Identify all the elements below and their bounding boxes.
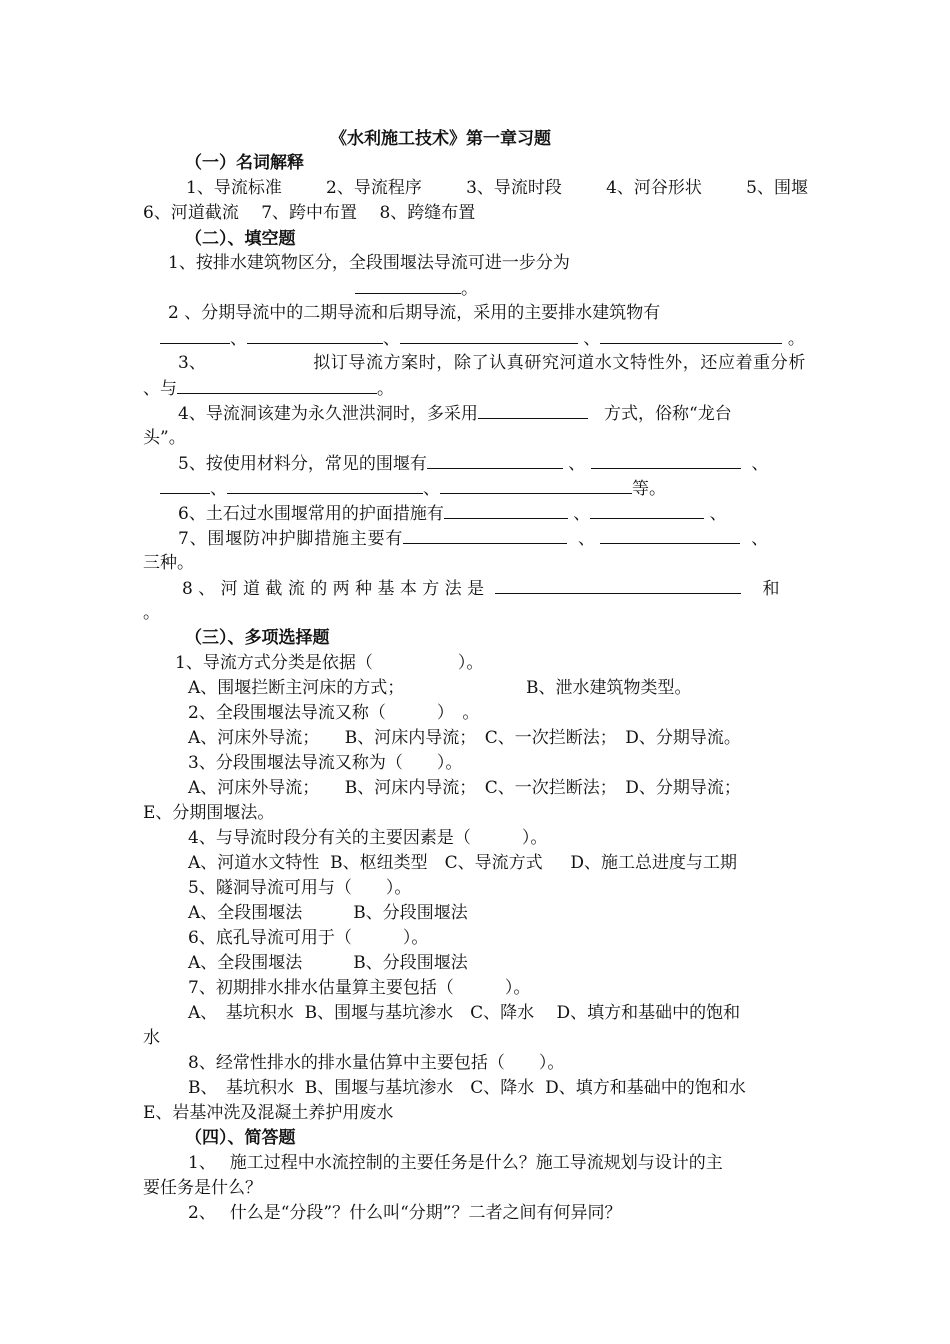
choice-q2-options: A、河床外导流； B、河床内导流； C、一次拦断法； D、分期导流。 [188, 728, 741, 748]
term-item: 3、导流时段 [466, 178, 562, 198]
separator: 、 [383, 329, 400, 349]
choice-q1: 1、导流方式分类是依据（ ）。 [175, 653, 484, 673]
terms-line-1 [186, 176, 808, 200]
answer-blank [600, 526, 740, 544]
separator: 、 [230, 329, 247, 349]
choice-q5: 5、隧洞导流可用与（ ）。 [188, 878, 412, 898]
choice-q3-option-e: E、分期围堰法。 [143, 803, 275, 823]
section-heading-choice: （三）、多项选择题 [185, 628, 330, 648]
fill-q8-and: 和 [762, 579, 780, 599]
terms-line-2: 6、河道截流 7、跨中布置 8、跨缝布置 [143, 203, 476, 223]
fill-q2-blanks [160, 326, 805, 351]
section-heading-terms: （一）名词解释 [185, 153, 304, 173]
fill-q4-line-2: 头”。 [143, 428, 186, 448]
fill-q8-text: 8 、 河 道 截 流 的 两 种 基 本 方 法 是 [182, 579, 485, 599]
answer-blank [160, 326, 230, 344]
short-answer-q1: 1、 施工过程中水流控制的主要任务是什么？施工导流规划与设计的主 [188, 1153, 723, 1173]
answer-blank [444, 501, 568, 519]
term-item: 4、河谷形状 [606, 178, 702, 198]
fill-q6-text: 6、土石过水围堰常用的护面措施有 [178, 504, 444, 524]
fill-q5 [178, 451, 768, 476]
choice-q8-options: B、 基坑积水 B、围堰与基坑渗水 C、降水 D、填方和基础中的饱和水 [188, 1078, 746, 1098]
section-heading-fill: （二）、填空题 [185, 229, 296, 249]
term-item: 1、导流标准 [186, 178, 282, 198]
choice-q7-line-2: 水 [143, 1028, 160, 1048]
fill-q1-blank-line [355, 276, 478, 301]
fill-q4 [178, 401, 732, 426]
fill-q1-end: 。 [461, 279, 478, 299]
answer-blank [478, 401, 588, 419]
choice-q6: 6、底孔导流可用于（ ）。 [188, 928, 429, 948]
fill-q7 [178, 526, 768, 551]
answer-blank [160, 476, 210, 494]
short-answer-q1-line-2: 要任务是什么？ [143, 1178, 262, 1198]
fill-q3-line-2 [143, 376, 394, 401]
fill-q6 [178, 501, 727, 526]
fill-q5-end: 等。 [632, 479, 666, 499]
answer-blank [403, 526, 567, 544]
fill-q2-end: 。 [787, 329, 805, 349]
fill-q1: 1、按排水建筑物区分，全段围堰法导流可进一步分为 [168, 253, 570, 273]
answer-blank [427, 451, 563, 469]
separator: 、 [423, 479, 440, 499]
fill-q5-line-2 [160, 476, 666, 501]
fill-q3 [178, 351, 806, 375]
choice-q8: 8、经常性排水的排水量估算中主要包括（ ）。 [188, 1053, 565, 1073]
answer-blank [591, 451, 741, 469]
choice-q2: 2、全段围堰法导流又称（ ） 。 [188, 703, 480, 723]
answer-blank [247, 326, 383, 344]
answer-blank [600, 326, 782, 344]
choice-q1-option-b: B、泄水建筑物类型。 [526, 678, 692, 698]
fill-q8 [182, 576, 780, 601]
separator: 、 [583, 329, 601, 349]
answer-blank [355, 276, 461, 294]
fill-q4-text: 4、导流洞该建为永久泄洪洞时，多采用 [178, 404, 478, 424]
term-item: 5、围堰 [746, 178, 808, 198]
section-heading-short-answer: （四）、简答题 [185, 1128, 296, 1148]
choice-q3: 3、分段围堰法导流又称为（ ）。 [188, 753, 463, 773]
choice-q8-option-e: E、岩基冲洗及混凝土养护用废水 [143, 1103, 394, 1123]
fill-q4-text-2: 方式，俗称“龙台 [604, 404, 732, 424]
separator: 、 [751, 454, 769, 474]
answer-blank [495, 576, 741, 594]
choice-q5-options: A、全段围堰法 B、分段围堰法 [188, 903, 468, 923]
short-answer-q2: 2、 什么是“分段”？什么叫“分期”？二者之间有何异同？ [188, 1203, 622, 1223]
fill-q7-text: 7、围堰防冲护脚措施主要有 [178, 529, 404, 549]
choice-q7-options: A、 基坑积水 B、围堰与基坑渗水 C、降水 D、填方和基础中的饱和 [188, 1003, 741, 1023]
term-item: 2、导流程序 [326, 178, 422, 198]
fill-q7-line-2: 三种。 [143, 553, 194, 573]
separator: 、 [573, 504, 591, 524]
fill-q2: 2 、分期导流中的二期导流和后期导流，采用的主要排水建筑物有 [168, 303, 661, 323]
choice-q3-options: A、河床外导流； B、河床内导流； C、一次拦断法； D、分期导流； [188, 778, 741, 798]
answer-blank [177, 376, 377, 394]
fill-q3-number: 3、 [178, 353, 206, 373]
choice-q7: 7、初期排水排水估量算主要包括（ ）。 [188, 978, 531, 998]
answer-blank [440, 476, 632, 494]
answer-blank [590, 501, 704, 519]
separator: 、 [751, 529, 769, 549]
fill-q5-text: 5、按使用材料分，常见的围堰有 [178, 454, 427, 474]
choice-q6-options: A、全段围堰法 B、分段围堰法 [188, 953, 468, 973]
separator: 、 [709, 504, 727, 524]
fill-q3-text: 拟订导流方案时，除了认真研究河道水文特性外，还应着重分析 [313, 353, 806, 373]
fill-q3-end: 。 [377, 379, 394, 399]
choice-q1-option-a: A、围堰拦断主河床的方式； [188, 678, 405, 698]
separator: 、 [568, 454, 586, 474]
fill-q8-line-2: 。 [143, 603, 160, 623]
fill-q3-and: 、与 [143, 379, 177, 399]
choice-q4-options: A、河道水文特性 B、枢纽类型 C、导流方式 D、施工总进度与工期 [188, 853, 738, 873]
separator: 、 [578, 529, 596, 549]
document-title: 《水利施工技术》第一章习题 [330, 129, 551, 149]
answer-blank [227, 476, 423, 494]
choice-q4: 4、与导流时段分有关的主要因素是（ ）。 [188, 828, 548, 848]
separator: 、 [210, 479, 227, 499]
answer-blank [400, 326, 578, 344]
